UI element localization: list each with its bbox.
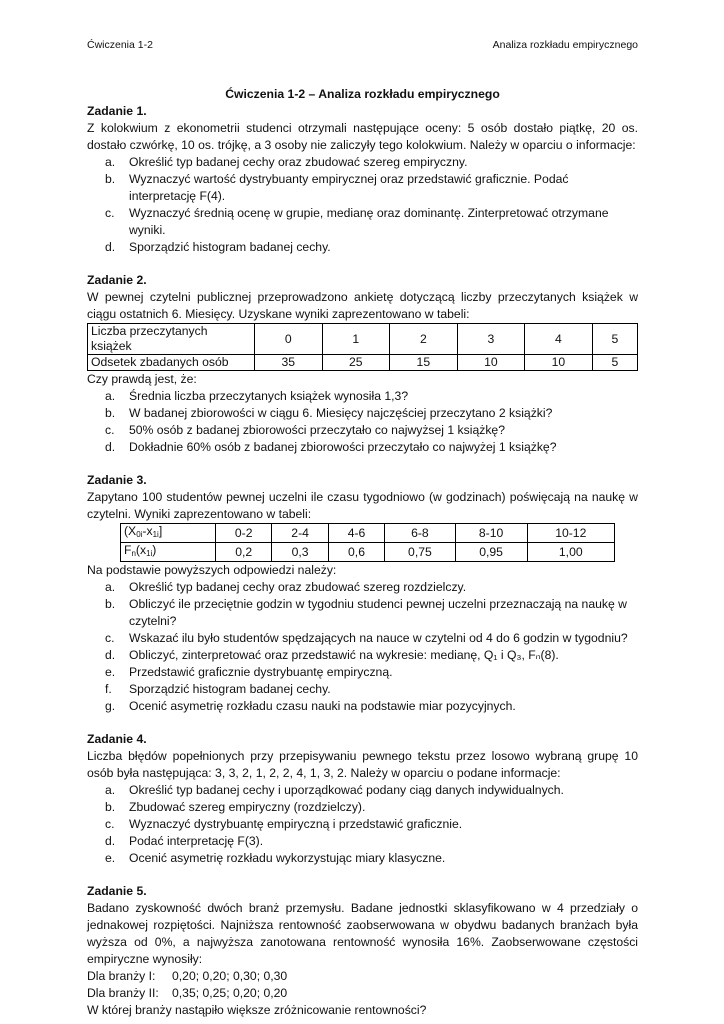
list-item: b. Obliczyć ile przeciętnie godzin w tygodniu studenci pewnej uczelni przeznaczają na naukę w czytelni? [105, 597, 627, 628]
exercise-5 [87, 883, 638, 1019]
list-item: b. W badanej zbiorowości w ciągu 6. Miesięcy najczęściej przeczytano 2 książki? [105, 406, 553, 420]
header-right: Analiza rozkładu empirycznego [492, 39, 638, 51]
list-item: d. Sporządzić histogram badanej cechy. [105, 240, 331, 254]
list-item: d. Obliczyć, zinterpretować oraz przedstawić na wykresie: medianę, Q₁ i Q₃, Fₙ(8). [105, 648, 559, 662]
exercise-3-table [120, 523, 615, 562]
table-row: $F_n(x_{1i})$ 0,2 0,3 0,6 0,75 0,95 1,00 [121, 543, 615, 562]
list-item: a. Określić typ badanej cechy oraz zbudować szereg rozdzielczy. [105, 580, 467, 594]
exercise-4-text: Liczba błędów popełnionych przy przepisywaniu pewnego tekstu przez losowo wybraną grupę 10 osób była następująca: 3, 3, 2, 1, 2, 2, 4, 1, 3, 2. Należy w oparciu o podane informacje: [87, 749, 638, 780]
exercise-3 [87, 472, 638, 715]
list-item: b. Wyznaczyć wartość dystrybuanty empirycznej oraz przedstawić graficznie. Podać interpretację F(4). [105, 172, 569, 203]
exercise-4-list [87, 782, 638, 867]
cdf-header: $F_n(x_{1i})$ [121, 543, 216, 562]
exercise-3-heading: Zadanie 3. [87, 473, 147, 487]
list-item: d. Dokładnie 60% osób z badanej zbiorowości przeczytało co najwyżej 1 książkę? [105, 440, 557, 454]
exercise-1-text: Z kolokwium z ekonometrii studenci otrzymali następujące oceny: 5 osób dostało piątkę, 20 os. dostało czwórkę, 10 os. trójkę, a 3 osoby nie zaliczyły tego kolokwium. Należy w oparciu o informacje: [87, 121, 638, 152]
exercise-1 [87, 103, 638, 256]
exercise-2-heading: Zadanie 2. [87, 273, 147, 287]
list-item: b. Zbudować szereg empiryczny (rozdzielczy). [105, 800, 366, 814]
list-item: a. Określić typ badanej cechy i uporządkować podany ciąg danych indywidualnych. [105, 783, 564, 797]
list-item: d. Podać interpretację F(3). [105, 834, 264, 848]
exercise-2-table [87, 323, 638, 371]
branch-2-row: Dla branży II: 0,35; 0,25; 0,20; 0,20 [87, 986, 288, 1000]
exercise-4-heading: Zadanie 4. [87, 732, 147, 746]
branch-1-row: Dla branży I: 0,20; 0,20; 0,30; 0,30 [87, 969, 288, 983]
exercise-2-list [87, 388, 638, 456]
exercise-4 [87, 731, 638, 867]
document-title: Ćwiczenia 1-2 – Analiza rozkładu empirycznego [225, 87, 500, 101]
table-row: Odsetek zbadanych osób 35 25 15 10 10 5 [88, 355, 638, 371]
exercise-3-intro: Na podstawie powyższych odpowiedzi należy: [87, 563, 337, 577]
exercise-5-question: W której branży nastąpiło większe zróżnicowanie rentowności? [87, 1003, 427, 1017]
list-item: g. Ocenić asymetrię rozkładu czasu nauki na podstawie miar pozycyjnych. [105, 699, 516, 713]
exercise-1-list [87, 154, 638, 256]
list-item: c. Wskazać ilu było studentów spędzających na nauce w czytelni od 4 do 6 godzin w tygodniu? [105, 631, 628, 645]
exercise-2-text: W pewnej czytelni publicznej przeprowadzono ankietę dotyczącą liczby przeczytanych książek w ciągu ostatnich 6. Miesięcy. Uzyskane wyniki zaprezentowano w tabeli: [87, 290, 638, 321]
list-item: c. 50% osób z badanej zbiorowości przeczytało co najwyżsej 1 książkę? [105, 423, 505, 437]
exercise-3-list [87, 579, 638, 715]
list-item: c. Wyznaczyć średnią ocenę w grupie, medianę oraz dominantę. Zinterpretować otrzymane wyniki. [105, 206, 609, 237]
exercise-1-heading: Zadanie 1. [87, 104, 147, 118]
list-item: a. Średnia liczba przeczytanych książek wynosiła 1,3? [105, 389, 409, 403]
header-left: Ćwiczenia 1-2 [87, 39, 153, 51]
exercise-2-question: Czy prawdą jest, że: [87, 372, 197, 386]
list-item: c. Wyznaczyć dystrybuantę empiryczną i przedstawić graficznie. [105, 817, 463, 831]
exercise-2 [87, 272, 638, 456]
document-page [87, 38, 638, 1019]
list-item: e. Przedstawić graficznie dystrybuantę empiryczną. [105, 665, 393, 679]
exercise-5-heading: Zadanie 5. [87, 884, 147, 898]
exercise-5-text: Badano zyskowność dwóch branż przemysłu. Badane jednostki sklasyfikowano w 4 przedziały o jednakowej rozpiętości. Najniższa rentowność zaobserwowana w obydwu badanych branżach była wyższa od 0%, a najwyższa zanotowana rentowność wynosiła 16%. Zaobserwowane częstości empiryczne wynosiły: [87, 901, 638, 966]
page-header [87, 38, 638, 52]
list-item: f. Sporządzić histogram badanej cechy. [105, 682, 331, 696]
exercise-3-text: Zapytano 100 studentów pewnej uczelni ile czasu tygodniowo (w godzinach) poświęcają na naukę w czytelni. Wyniki zaprezentowano w tabeli: [87, 490, 638, 521]
list-item: e. Ocenić asymetrię rozkładu wykorzystując miary klasyczne. [105, 851, 446, 865]
interval-header: $(X_{0i}-x_{1i}]$ [121, 524, 216, 543]
table-row: $(X_{0i}-x_{1i}]$ 0-2 2-4 4-6 6-8 8-10 10-12 [121, 524, 615, 543]
table-row: Liczba przeczytanych książek 0 1 2 3 4 5 [88, 324, 638, 355]
list-item: a. Określić typ badanej cechy oraz zbudować szereg empiryczny. [105, 155, 468, 169]
